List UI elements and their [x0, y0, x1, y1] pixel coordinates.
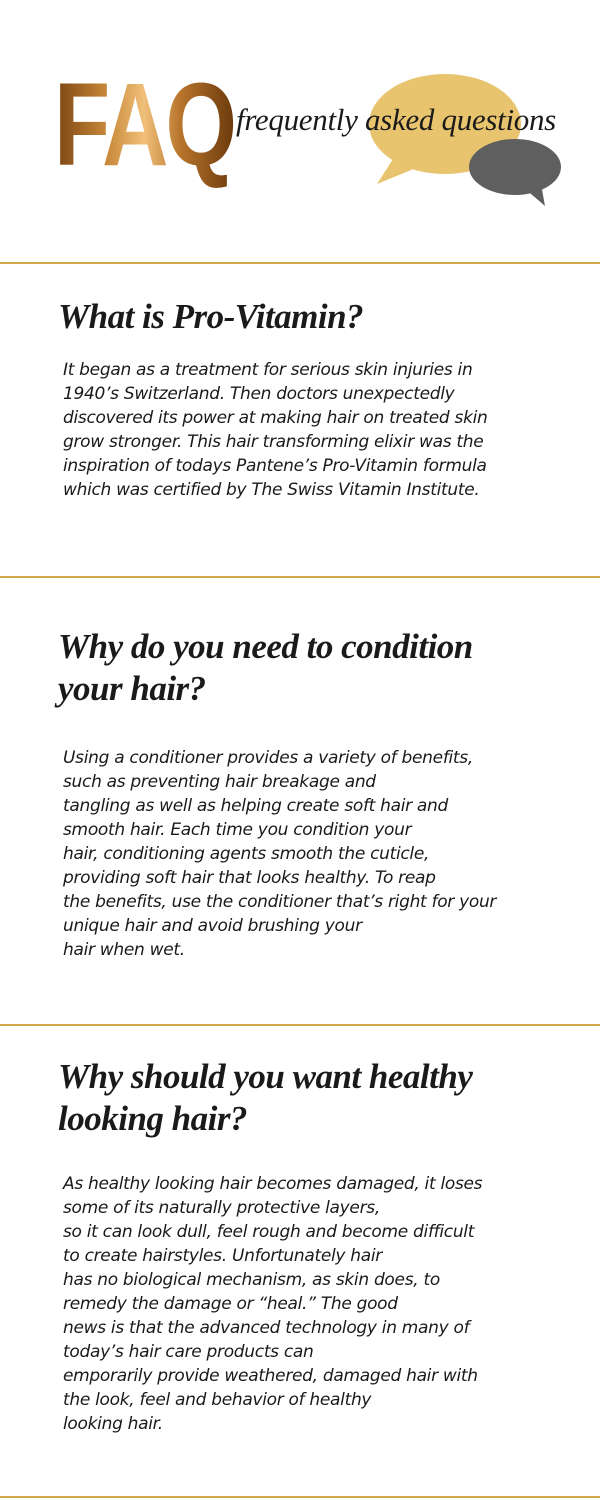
- answer-line: grow stronger. This hair transforming elixir was the: [63, 432, 484, 452]
- faq-item-pro-vitamin: [58, 296, 548, 502]
- question-line: Why do you need to condition: [58, 627, 473, 666]
- answer-line: the benefits, use the conditioner that’s right for your: [63, 892, 497, 912]
- answer-line: providing soft hair that looks healthy. To reap: [63, 868, 436, 888]
- answer-line: which was certified by The Swiss Vitamin Institute.: [63, 480, 480, 500]
- answer-line: looking hair.: [63, 1414, 163, 1434]
- faq-answer: [58, 746, 548, 962]
- faq-answer: [58, 358, 548, 502]
- speech-bubbles-icon: [355, 72, 570, 212]
- answer-line: to create hairstyles. Unfortunately hair: [63, 1246, 382, 1266]
- faq-title: FAQ: [54, 59, 234, 191]
- answer-line: 1940’s Switzerland. Then doctors unexpectedly: [63, 384, 455, 404]
- answer-line: Using a conditioner provides a variety of benefits,: [63, 748, 473, 768]
- divider: [0, 576, 600, 578]
- answer-line: tangling as well as helping create soft hair and: [63, 796, 449, 816]
- answer-line: the look, feel and behavior of healthy: [63, 1390, 372, 1410]
- answer-line: unique hair and avoid brushing your: [63, 916, 362, 936]
- answer-line: It began as a treatment for serious skin injuries in: [63, 360, 473, 380]
- faq-question: [58, 626, 548, 710]
- faq-question: [58, 1056, 548, 1140]
- faq-subtitle: frequently asked questions: [236, 102, 556, 137]
- answer-line: has no biological mechanism, as skin does, to: [63, 1270, 440, 1290]
- faq-answer: [58, 1172, 548, 1436]
- faq-header: [0, 0, 600, 262]
- question-line: Why should you want healthy: [58, 1057, 473, 1096]
- answer-line: some of its naturally protective layers,: [63, 1198, 380, 1218]
- answer-line: emporarily provide weathered, damaged hair with: [63, 1366, 478, 1386]
- answer-line: hair when wet.: [63, 940, 185, 960]
- answer-line: smooth hair. Each time you condition your: [63, 820, 412, 840]
- answer-line: As healthy looking hair becomes damaged, it loses: [63, 1174, 483, 1194]
- divider: [0, 262, 600, 264]
- question-line: looking hair?: [58, 1099, 247, 1138]
- answer-line: remedy the damage or “heal.” The good: [63, 1294, 398, 1314]
- faq-question: What is Pro-Vitamin?: [58, 297, 364, 336]
- faq-item-healthy-hair: [58, 1056, 548, 1436]
- answer-line: today’s hair care products can: [63, 1342, 314, 1362]
- divider: [0, 1024, 600, 1026]
- answer-line: hair, conditioning agents smooth the cuticle,: [63, 844, 430, 864]
- question-line: your hair?: [58, 669, 206, 708]
- answer-line: discovered its power at making hair on treated skin: [63, 408, 488, 428]
- divider: [0, 1496, 600, 1498]
- answer-line: so it can look dull, feel rough and become difficult: [63, 1222, 475, 1242]
- faq-item-condition: [58, 626, 548, 962]
- answer-line: news is that the advanced technology in many of: [63, 1318, 470, 1338]
- answer-line: such as preventing hair breakage and: [63, 772, 376, 792]
- answer-line: inspiration of todays Pantene’s Pro-Vitamin formula: [63, 456, 487, 476]
